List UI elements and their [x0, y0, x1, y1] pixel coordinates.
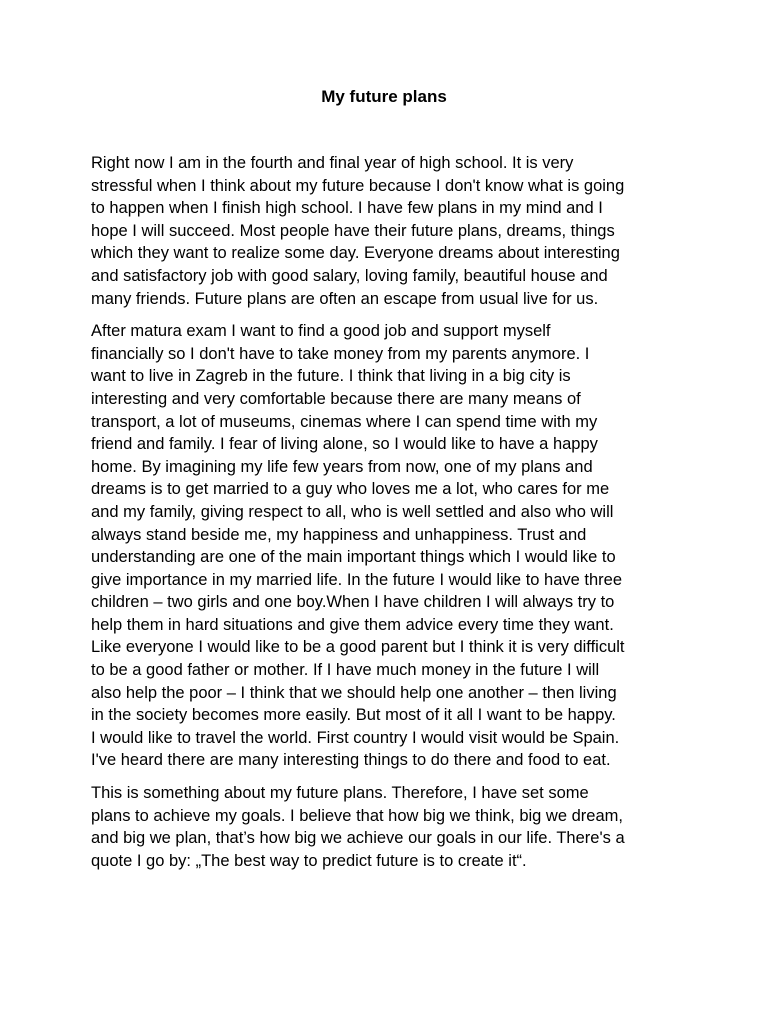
- text-line: understanding are one of the main important things which I would like to: [91, 548, 616, 567]
- text-line: give importance in my married life. In the future I would like to have three: [91, 570, 623, 589]
- paragraph-3: [91, 782, 671, 872]
- text-line: always stand beside me, my happiness and unhappiness. Trust and: [91, 525, 587, 544]
- text-line: help them in hard situations and give them advice every time they want.: [91, 615, 614, 634]
- text-line: also help the poor – I think that we should help one another – then living: [91, 683, 617, 702]
- document-body: [91, 152, 671, 882]
- text-line: I've heard there are many interesting things to do there and food to eat.: [91, 751, 611, 770]
- text-line: dreams is to get married to a guy who loves me a lot, who cares for me: [91, 480, 610, 499]
- text-line: in the society becomes more easily. But most of it all I want to be happy.: [91, 706, 616, 725]
- text-line: Right now I am in the fourth and final year of high school. It is very: [91, 154, 574, 172]
- text-line: This is something about my future plans. Therefore, I have set some: [91, 784, 589, 803]
- text-line: plans to achieve my goals. I believe that how big we think, big we dream,: [91, 806, 623, 825]
- text-line: children – two girls and one boy.When I have children I will always try to: [91, 593, 615, 612]
- text-line: hope I will succeed. Most people have their future plans, dreams, things: [91, 221, 615, 240]
- text-line: want to live in Zagreb in the future. I think that living in a big city is: [91, 367, 571, 386]
- text-line: After matura exam I want to find a good job and support myself: [91, 322, 551, 341]
- paragraph-1: [91, 152, 671, 310]
- text-line: Like everyone I would like to be a good parent but I think it is very difficult: [91, 638, 625, 657]
- text-line: financially so I don't have to take money from my parents anymore. I: [91, 344, 590, 363]
- text-line: and satisfactory job with good salary, loving family, beautiful house and: [91, 266, 608, 285]
- text-line: I would like to travel the world. First country I would visit would be Spain.: [91, 728, 620, 747]
- text-line: friend and family. I fear of living alone, so I would like to have a happy: [91, 435, 598, 454]
- text-line: many friends. Future plans are often an escape from usual live for us.: [91, 289, 599, 308]
- text-line: which they want to realize some day. Everyone dreams about interesting: [91, 244, 620, 263]
- text-line: and big we plan, that’s how big we achieve our goals in our life. There's a: [91, 829, 625, 848]
- text-line: to happen when I finish high school. I have few plans in my mind and I: [91, 199, 603, 218]
- document-title: My future plans: [321, 87, 447, 106]
- text-line: home. By imagining my life few years from now, one of my plans and: [91, 457, 593, 476]
- text-line: stressful when I think about my future because I don't know what is going: [91, 176, 625, 195]
- text-line: interesting and very comfortable because there are many means of: [91, 389, 581, 408]
- text-line: to be a good father or mother. If I have much money in the future I will: [91, 661, 600, 680]
- paragraph-2: [91, 320, 671, 772]
- text-line: and my family, giving respect to all, who is well settled and also who will: [91, 502, 614, 521]
- text-line: transport, a lot of museums, cinemas where I can spend time with my: [91, 412, 598, 431]
- text-line: quote I go by: „The best way to predict future is to create it“.: [91, 851, 527, 870]
